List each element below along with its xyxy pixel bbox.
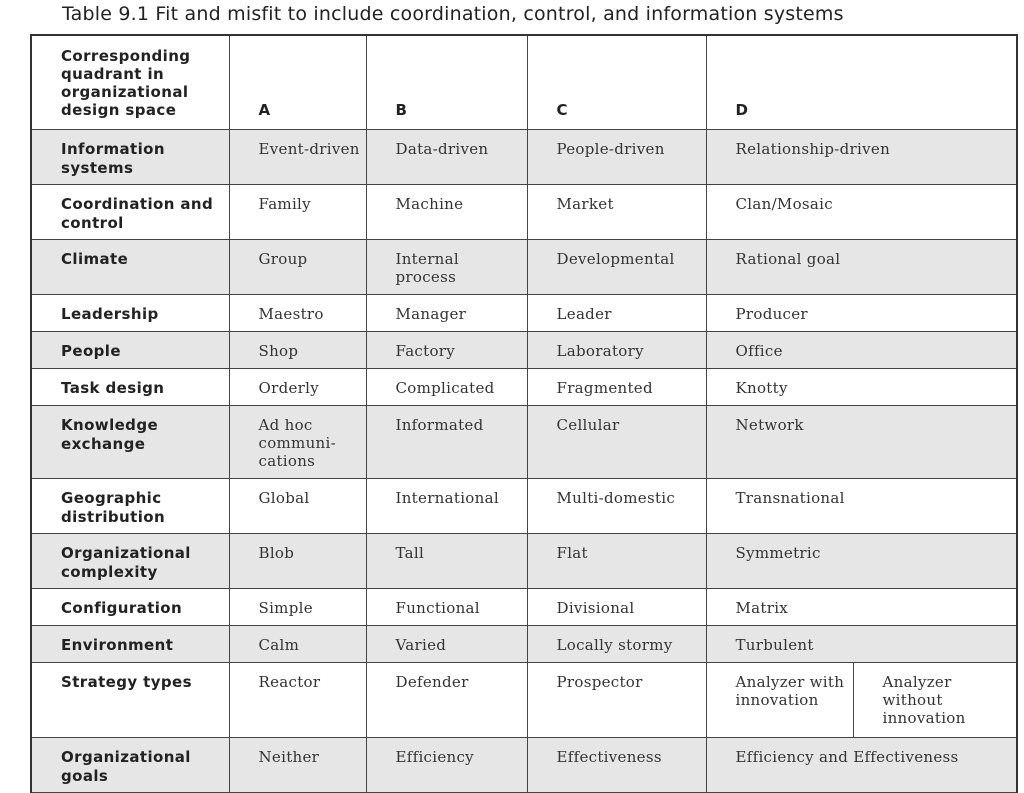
table-cell: Symmetric xyxy=(706,533,1017,588)
table-cell: Analyzer without innovation xyxy=(853,662,1017,737)
table-cell: Matrix xyxy=(706,588,1017,625)
row-label: Configuration xyxy=(31,588,229,625)
row-label: Information systems xyxy=(31,129,229,184)
row-label: Coordination and control xyxy=(31,184,229,239)
table-cell: Manager xyxy=(366,294,527,331)
row-label: Climate xyxy=(31,239,229,294)
table-cell: Neither xyxy=(229,737,366,792)
table-cell: Factory xyxy=(366,331,527,368)
row-label: People xyxy=(31,331,229,368)
table-cell: Informated xyxy=(366,405,527,478)
table-cell: People-driven xyxy=(527,129,706,184)
table-row xyxy=(31,368,1017,405)
table-row xyxy=(31,184,1017,239)
row-label: Geographic distribution xyxy=(31,478,229,533)
row-label: Environment xyxy=(31,625,229,662)
table-cell: Relationship-driven xyxy=(706,129,1017,184)
table-cell: Global xyxy=(229,478,366,533)
table-row xyxy=(31,588,1017,625)
row-label: Knowledge exchange xyxy=(31,405,229,478)
header-col-b: B xyxy=(366,35,527,129)
table-cell: Turbulent xyxy=(706,625,1017,662)
header-row xyxy=(31,35,1017,129)
table-cell: Prospector xyxy=(527,662,706,737)
table-cell: Blob xyxy=(229,533,366,588)
row-label: Organizational complexity xyxy=(31,533,229,588)
table-cell: Varied xyxy=(366,625,527,662)
table-cell: Family xyxy=(229,184,366,239)
table-cell: Maestro xyxy=(229,294,366,331)
table-cell: Functional xyxy=(366,588,527,625)
table-cell: Transnational xyxy=(706,478,1017,533)
table-cell: Efficiency and Effectiveness xyxy=(706,737,1017,792)
table-row xyxy=(31,239,1017,294)
table-cell: Cellular xyxy=(527,405,706,478)
table-cell: Laboratory xyxy=(527,331,706,368)
row-label: Leadership xyxy=(31,294,229,331)
table-cell: Reactor xyxy=(229,662,366,737)
table-cell: Calm xyxy=(229,625,366,662)
table-cell: Knotty xyxy=(706,368,1017,405)
table-title: Table 9.1 Fit and misfit to include coordination, control, and information systems xyxy=(62,3,844,25)
header-col-d: D xyxy=(706,35,1017,129)
table-row xyxy=(31,294,1017,331)
row-label: Task design xyxy=(31,368,229,405)
header-label: Corresponding quadrant in organizational design space xyxy=(31,35,229,129)
table-cell: International xyxy=(366,478,527,533)
header-col-a: A xyxy=(229,35,366,129)
table-cell: Office xyxy=(706,331,1017,368)
table-cell: Analyzer with innovation xyxy=(706,662,853,737)
table-cell: Simple xyxy=(229,588,366,625)
row-label: Strategy types xyxy=(31,662,229,737)
table-cell: Defender xyxy=(366,662,527,737)
table-cell: Developmental xyxy=(527,239,706,294)
table-row xyxy=(31,331,1017,368)
table-cell: Orderly xyxy=(229,368,366,405)
table-cell: Event-driven xyxy=(229,129,366,184)
table-row xyxy=(31,625,1017,662)
table-cell: Clan/Mosaic xyxy=(706,184,1017,239)
table-row xyxy=(31,405,1017,478)
table-cell: Network xyxy=(706,405,1017,478)
header-col-c: C xyxy=(527,35,706,129)
table-cell: Effectiveness xyxy=(527,737,706,792)
table-cell: Leader xyxy=(527,294,706,331)
table-cell: Shop xyxy=(229,331,366,368)
table-cell: Complicated xyxy=(366,368,527,405)
table-cell: Market xyxy=(527,184,706,239)
table-cell: Data-driven xyxy=(366,129,527,184)
table-cell: Tall xyxy=(366,533,527,588)
table-cell: Producer xyxy=(706,294,1017,331)
table-cell: Fragmented xyxy=(527,368,706,405)
table-row xyxy=(31,478,1017,533)
table-row xyxy=(31,533,1017,588)
table-cell: Rational goal xyxy=(706,239,1017,294)
table-cell: Multi-domestic xyxy=(527,478,706,533)
table-cell: Group xyxy=(229,239,366,294)
fit-misfit-table xyxy=(30,34,1018,793)
table-cell: Efficiency xyxy=(366,737,527,792)
table-row xyxy=(31,129,1017,184)
table-cell: Divisional xyxy=(527,588,706,625)
table-cell: Flat xyxy=(527,533,706,588)
table-cell: Ad hoc communi-cations xyxy=(229,405,366,478)
table-row xyxy=(31,662,1017,737)
row-label: Organizational goals xyxy=(31,737,229,792)
table-cell: Locally stormy xyxy=(527,625,706,662)
table-cell: Internal process xyxy=(366,239,527,294)
table-cell: Machine xyxy=(366,184,527,239)
table-row xyxy=(31,737,1017,792)
